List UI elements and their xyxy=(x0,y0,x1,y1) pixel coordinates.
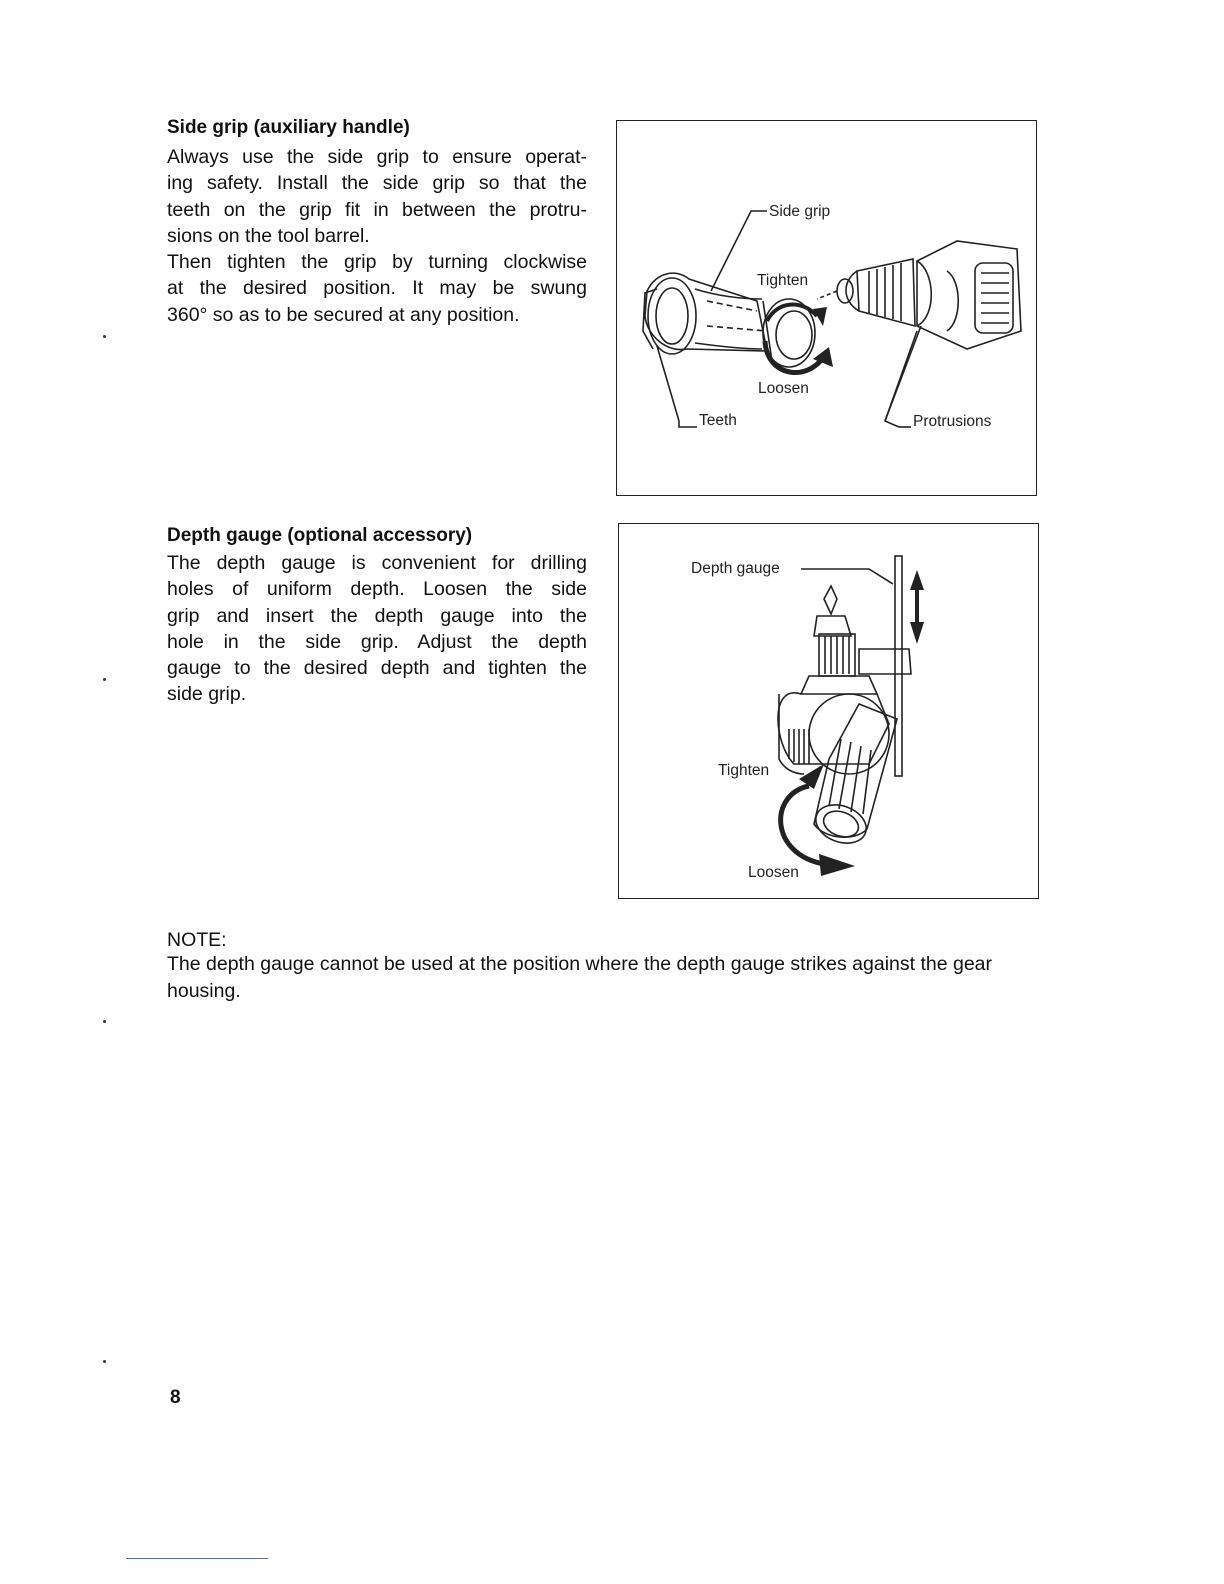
adjust-arrow xyxy=(910,570,924,644)
depth-gauge-label: Depth gauge xyxy=(691,560,780,577)
scan-mark xyxy=(103,1020,106,1023)
protrusions-label: Protrusions xyxy=(913,413,992,430)
side-grip-heading: Side grip (auxiliary handle) xyxy=(167,117,410,138)
depth-gauge-illustration xyxy=(619,524,1040,900)
scan-mark xyxy=(103,335,106,338)
tighten-label: Tighten xyxy=(757,272,809,289)
depth-gauge-heading: Depth gauge (optional accessory) xyxy=(167,525,473,546)
text-line: ing safety. Install the side grip so that the xyxy=(167,172,587,195)
side-grip-handle xyxy=(810,704,897,850)
loosen-label: Loosen xyxy=(758,380,809,397)
scan-mark xyxy=(103,1360,106,1363)
note-label: NOTE: xyxy=(167,929,227,951)
text-line: grip and insert the depth gauge into the xyxy=(167,604,587,627)
text-line: Always use the side grip to ensure operat- xyxy=(167,146,587,168)
loosen-label: Loosen xyxy=(748,864,799,881)
teeth-label: Teeth xyxy=(699,412,737,429)
depth-gauge-figure xyxy=(618,523,1039,899)
note-text: The depth gauge cannot be used at the position where the depth gauge strikes against the gear housing. xyxy=(167,953,993,1002)
depth-gauge-rod xyxy=(801,556,911,776)
text-line: The depth gauge is convenient for drilling xyxy=(167,552,587,574)
text-line: Then tighten the grip by turning clockwise xyxy=(167,251,587,274)
text-line: gauge to the desired depth and tighten the xyxy=(167,657,587,680)
side-grip-label: Side grip xyxy=(769,203,831,220)
page-number: 8 xyxy=(170,1387,181,1408)
bottom-rule xyxy=(126,1558,268,1559)
text-line: sions on the tool barrel. xyxy=(167,224,370,247)
text-line: 360° so as to be secured at any position. xyxy=(167,303,520,326)
drill-body xyxy=(778,586,889,774)
side-grip-illustration xyxy=(617,121,1038,497)
loosen-arrowhead xyxy=(819,854,855,876)
text-line: hole in the side grip. Adjust the depth xyxy=(167,630,587,653)
text-line: side grip. xyxy=(167,683,247,706)
text-line: holes of uniform depth. Loosen the side xyxy=(167,578,587,601)
depth-gauge-paragraph xyxy=(167,550,587,708)
text-line: teeth on the grip fit in between the protru- xyxy=(167,198,587,221)
side-grip-paragraph xyxy=(167,144,587,328)
text-line: at the desired position. It may be swung xyxy=(167,277,587,300)
tighten-label: Tighten xyxy=(718,762,770,779)
side-grip-figure xyxy=(616,120,1037,496)
scan-mark xyxy=(103,678,106,681)
